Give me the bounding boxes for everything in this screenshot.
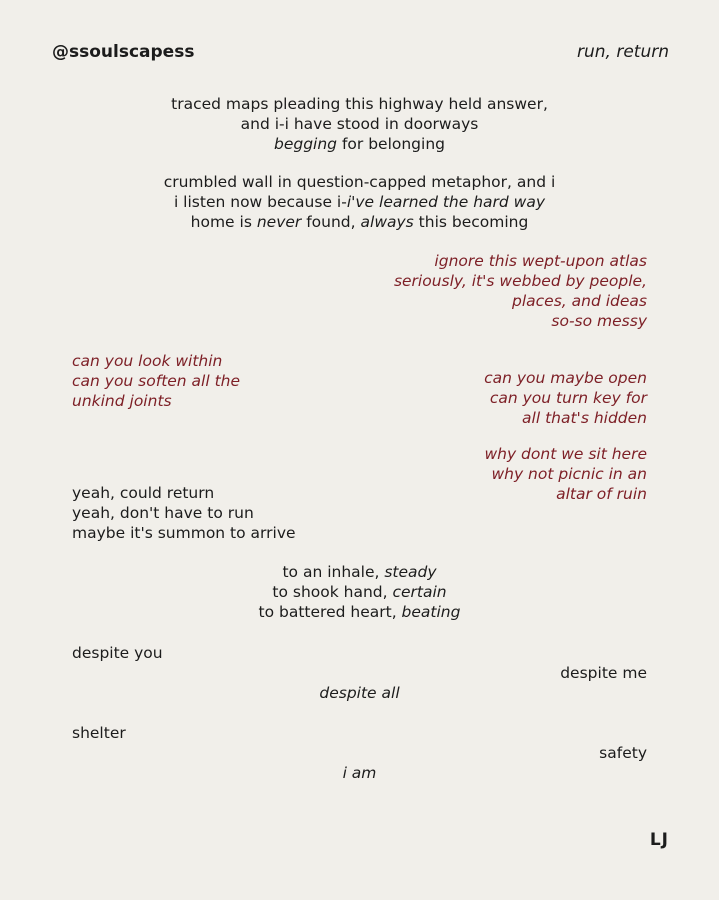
stanza-2 bbox=[0, 172, 719, 232]
poem-line: maybe it's summon to arrive bbox=[72, 524, 296, 542]
line-despite-me: despite me bbox=[560, 664, 647, 682]
poem-line: ignore this wept-upon atlas bbox=[434, 252, 647, 270]
poem-line: to battered heart, beating bbox=[258, 603, 461, 621]
poem-line: can you turn key for bbox=[489, 389, 647, 407]
poem-line: begging for belonging bbox=[274, 135, 445, 153]
poem-line: yeah, don't have to run bbox=[72, 504, 254, 522]
poem-line: can you look within bbox=[72, 352, 223, 370]
poem-title: run, return bbox=[577, 42, 669, 62]
poem-line: so-so messy bbox=[551, 312, 647, 330]
poem-line: to shook hand, certain bbox=[272, 583, 447, 601]
poem-line: why dont we sit here bbox=[484, 445, 647, 463]
poem-line: i listen now because i-i've learned the hard way bbox=[173, 193, 546, 211]
line-shelter: shelter bbox=[72, 724, 126, 742]
stanza-3 bbox=[394, 251, 647, 331]
line-despite-all: despite all bbox=[319, 684, 400, 702]
poem-line: traced maps pleading this highway held answer, bbox=[171, 95, 548, 113]
poem-line: places, and ideas bbox=[512, 292, 647, 310]
line-safety: safety bbox=[599, 744, 647, 762]
signature: LJ bbox=[649, 830, 669, 850]
poem-line: altar of ruin bbox=[556, 485, 647, 503]
poem-line: yeah, could return bbox=[72, 484, 215, 502]
stanza-8 bbox=[0, 562, 719, 622]
poem-line: to an inhale, steady bbox=[282, 563, 437, 581]
poem-line: can you soften all the bbox=[72, 372, 241, 390]
stanza-7 bbox=[72, 483, 296, 543]
poem-line: unkind joints bbox=[72, 392, 172, 410]
stanza-6 bbox=[484, 444, 647, 504]
line-i-am: i am bbox=[342, 764, 377, 782]
line-i-am-wrap bbox=[0, 763, 719, 783]
stanza-4 bbox=[72, 351, 240, 411]
line-despite-you: despite you bbox=[72, 644, 163, 662]
poem-line: all that's hidden bbox=[522, 409, 647, 427]
author-handle: @ssoulscapess bbox=[52, 42, 195, 62]
poem-line: can you maybe open bbox=[484, 369, 647, 387]
poem-line: seriously, it's webbed by people, bbox=[393, 272, 647, 290]
poem-line: crumbled wall in question-capped metaphor, and i bbox=[163, 173, 556, 191]
poem-line: why not picnic in an bbox=[491, 465, 647, 483]
line-despite-all-wrap bbox=[0, 683, 719, 703]
poem-line: and i-i have stood in doorways bbox=[240, 115, 479, 133]
stanza-1 bbox=[0, 94, 719, 154]
stanza-5 bbox=[484, 368, 647, 428]
poem-line: home is never found, always this becoming bbox=[190, 213, 529, 231]
